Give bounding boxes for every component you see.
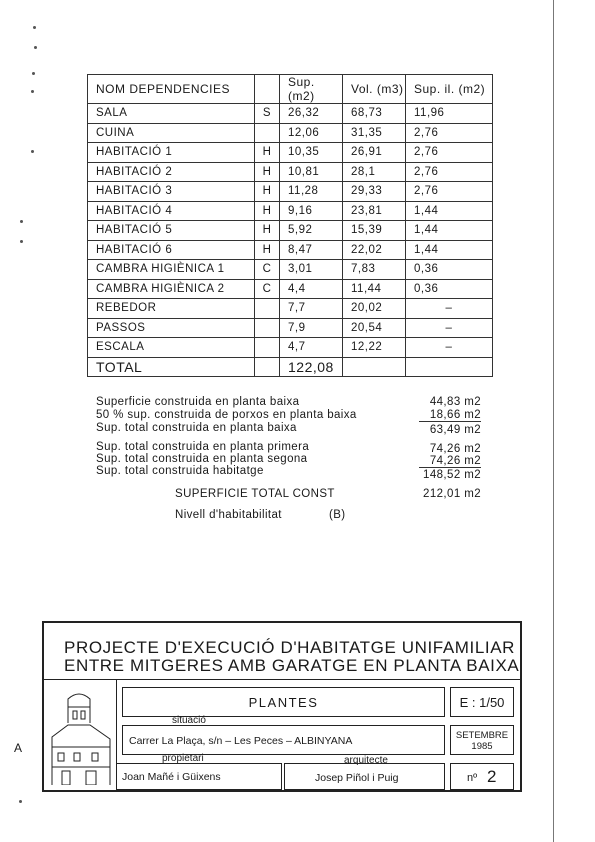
- total-row: [88, 357, 493, 377]
- room-vol: 12,22: [343, 338, 406, 358]
- room-name: CUINA: [88, 123, 255, 143]
- room-sup: 3,01: [280, 260, 343, 280]
- room-sup-il: 11,96: [406, 104, 493, 124]
- total-il: [406, 357, 493, 377]
- room-name: HABITACIÓ 5: [88, 221, 255, 241]
- room-name: SALA: [88, 104, 255, 124]
- margin-letter: A: [14, 741, 23, 755]
- header-vol: Vol. (m3): [343, 75, 406, 104]
- room-sup: 5,92: [280, 221, 343, 241]
- total-sup: 122,08: [280, 357, 343, 377]
- room-vol: 31,35: [343, 123, 406, 143]
- scan-speck: [19, 800, 22, 803]
- room-name: HABITACIÓ 6: [88, 240, 255, 260]
- room-code: H: [255, 143, 280, 163]
- room-name: CAMBRA HIGIÈNICA 2: [88, 279, 255, 299]
- total-code: [255, 357, 280, 377]
- room-sup-il: 1,44: [406, 201, 493, 221]
- room-vol: 20,54: [343, 318, 406, 338]
- room-code: H: [255, 162, 280, 182]
- rooms-table: [87, 74, 493, 377]
- room-code: H: [255, 182, 280, 202]
- room-vol: 15,39: [343, 221, 406, 241]
- table-row: [88, 221, 493, 241]
- summary-value: 18,66 m2: [419, 409, 481, 422]
- date-box: [450, 725, 514, 755]
- room-vol: 22,02: [343, 240, 406, 260]
- summary-label: Sup. total construida en planta segona: [96, 453, 308, 465]
- building-sketch-icon: [46, 685, 116, 785]
- room-sup: 10,35: [280, 143, 343, 163]
- room-code: H: [255, 201, 280, 221]
- header-sup: Sup. (m2): [280, 75, 343, 104]
- sheet-number: 2: [487, 767, 497, 786]
- header-code: [255, 75, 280, 104]
- propietari-caption: propietari: [162, 753, 204, 764]
- room-vol: 23,81: [343, 201, 406, 221]
- room-sup: 12,06: [280, 123, 343, 143]
- table-row: [88, 143, 493, 163]
- total-label: TOTAL: [88, 357, 255, 377]
- habitabilitat-value: (B): [329, 509, 346, 521]
- room-sup-il: 1,44: [406, 240, 493, 260]
- arquitecte-caption: arquitecte: [344, 755, 388, 766]
- room-name: HABITACIÓ 4: [88, 201, 255, 221]
- situacio-value: Carrer La Plaça, s/n – Les Peces – ALBINYANA: [129, 735, 353, 747]
- propietari-box: [116, 763, 282, 790]
- room-code: C: [255, 260, 280, 280]
- drawing-name: PLANTES: [248, 695, 319, 710]
- room-sup: 8,47: [280, 240, 343, 260]
- room-name: HABITACIÓ 3: [88, 182, 255, 202]
- summary-label: Sup. total construida en planta baixa: [96, 422, 297, 434]
- situacio-box: [122, 725, 445, 755]
- room-code: [255, 123, 280, 143]
- room-sup-il: –: [406, 338, 493, 358]
- scan-speck: [34, 46, 37, 49]
- room-sup-il: 2,76: [406, 143, 493, 163]
- table-row: [88, 338, 493, 358]
- table-row: [88, 299, 493, 319]
- scan-speck: [20, 220, 23, 223]
- table-row: [88, 104, 493, 124]
- room-sup-il: 0,36: [406, 279, 493, 299]
- room-code: H: [255, 221, 280, 241]
- propietari-value: Joan Mañé i Güixens: [122, 771, 221, 783]
- summary-label: 50 % sup. construida de porxos en planta baixa: [96, 409, 357, 421]
- summary-value: 63,49 m2: [429, 424, 481, 436]
- header-sup-il: Sup. il. (m2): [406, 75, 493, 104]
- room-name: ESCALA: [88, 338, 255, 358]
- room-vol: 11,44: [343, 279, 406, 299]
- scale-value: E : 1/50: [459, 695, 505, 710]
- room-code: [255, 299, 280, 319]
- room-sup: 7,9: [280, 318, 343, 338]
- room-vol: 68,73: [343, 104, 406, 124]
- room-code: S: [255, 104, 280, 124]
- room-sup-il: –: [406, 299, 493, 319]
- room-name: CAMBRA HIGIÈNICA 1: [88, 260, 255, 280]
- room-vol: 7,83: [343, 260, 406, 280]
- project-title-line1: PROJECTE D'EXECUCIÓ D'HABITATGE UNIFAMILIAR: [64, 638, 516, 657]
- table-row: [88, 123, 493, 143]
- room-sup: 7,7: [280, 299, 343, 319]
- room-sup-il: 1,44: [406, 221, 493, 241]
- room-sup: 4,4: [280, 279, 343, 299]
- summary-value: 148,52 m2: [423, 469, 481, 481]
- scan-speck: [33, 26, 36, 29]
- scale-box: [450, 687, 514, 717]
- scan-speck: [20, 240, 23, 243]
- room-vol: 26,91: [343, 143, 406, 163]
- table-row: [88, 279, 493, 299]
- superficie-total-label: SUPERFICIE TOTAL CONST: [175, 488, 335, 500]
- table-row: [88, 162, 493, 182]
- scan-border-line: [553, 0, 554, 842]
- summary-label: Sup. total construida habitatge: [96, 465, 264, 477]
- room-name: HABITACIÓ 1: [88, 143, 255, 163]
- habitabilitat-label: Nivell d'habitabilitat: [175, 509, 282, 521]
- room-vol: 20,02: [343, 299, 406, 319]
- date-month: SETEMBRE: [455, 730, 509, 741]
- room-sup: 26,32: [280, 104, 343, 124]
- room-name: HABITACIÓ 2: [88, 162, 255, 182]
- table-row: [88, 201, 493, 221]
- summary-value: 74,26 m2: [419, 455, 481, 468]
- room-sup-il: 2,76: [406, 162, 493, 182]
- title-block: [42, 621, 522, 792]
- room-code: [255, 338, 280, 358]
- date-year: 1985: [471, 741, 493, 752]
- arquitecte-value: Josep Piñol i Puig: [315, 772, 399, 784]
- room-sup-il: –: [406, 318, 493, 338]
- scan-speck: [32, 72, 35, 75]
- drawing-name-box: [122, 687, 445, 717]
- scan-speck: [31, 90, 34, 93]
- arquitecte-box: [284, 763, 445, 790]
- scan-speck: [31, 150, 34, 153]
- room-sup-il: 2,76: [406, 123, 493, 143]
- room-name: PASSOS: [88, 318, 255, 338]
- table-row: [88, 318, 493, 338]
- table-row: [88, 182, 493, 202]
- table-row: [88, 240, 493, 260]
- sheet-number-label: nº: [467, 772, 478, 784]
- summary-value: 74,26 m2: [429, 443, 481, 455]
- room-sup-il: 2,76: [406, 182, 493, 202]
- room-sup: 9,16: [280, 201, 343, 221]
- room-vol: 28,1: [343, 162, 406, 182]
- summary-label: Superficie construida en planta baixa: [96, 396, 300, 408]
- total-vol: [343, 357, 406, 377]
- situacio-caption: situació: [172, 715, 206, 726]
- header-name: NOM DEPENDENCIES: [88, 75, 255, 104]
- superficie-total-value: 212,01 m2: [423, 488, 481, 500]
- room-vol: 29,33: [343, 182, 406, 202]
- room-code: H: [255, 240, 280, 260]
- room-sup: 4,7: [280, 338, 343, 358]
- sheet-number-box: [450, 763, 514, 790]
- room-sup: 10,81: [280, 162, 343, 182]
- table-row: [88, 260, 493, 280]
- room-sup-il: 0,36: [406, 260, 493, 280]
- project-title-line2: ENTRE MITGERES AMB GARATGE EN PLANTA BAIXA: [64, 656, 520, 675]
- room-name: REBEDOR: [88, 299, 255, 319]
- summary-value: 44,83 m2: [429, 396, 481, 408]
- room-sup: 11,28: [280, 182, 343, 202]
- table-header-row: [88, 75, 493, 104]
- summary-label: Sup. total construida en planta primera: [96, 441, 310, 453]
- room-code: [255, 318, 280, 338]
- room-code: C: [255, 279, 280, 299]
